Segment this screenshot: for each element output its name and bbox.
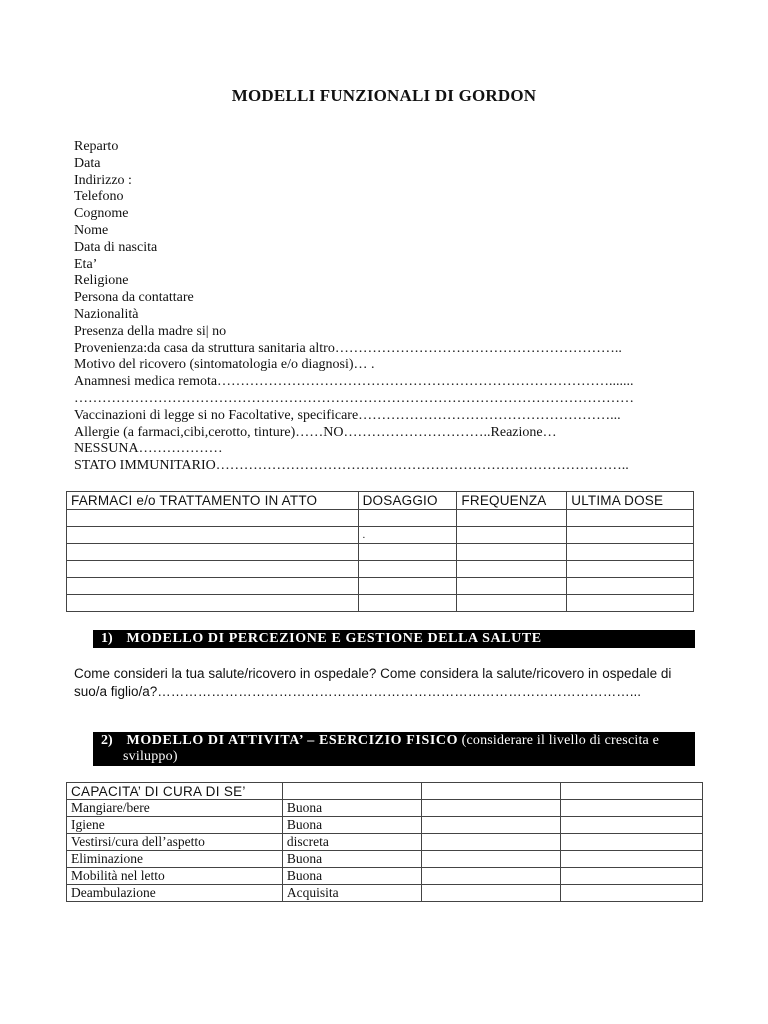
table-cell bbox=[358, 595, 457, 612]
medication-header-cell: FARMACI e/o TRATTAMENTO IN ATTO bbox=[67, 492, 359, 510]
page-title: MODELLI FUNZIONALI DI GORDON bbox=[231, 86, 537, 105]
section-1-heading: MODELLO DI PERCEZIONE E GESTIONE DELLA SALUTE bbox=[126, 631, 542, 646]
form-field-line: Religione bbox=[74, 273, 129, 289]
form-field-line: Vaccinazioni di legge si no Facoltative, specificare………………………………………………... bbox=[74, 407, 621, 423]
form-field-line: Allergie (a farmaci,cibi,cerotto, tinture)……NO…………………………..Reazione… bbox=[74, 424, 557, 440]
empty-cell bbox=[561, 868, 703, 885]
form-field-line: Data di nascita bbox=[74, 239, 158, 255]
care-activity-value: discreta bbox=[282, 834, 421, 851]
table-row bbox=[67, 544, 694, 561]
care-activity-value: Acquisita bbox=[282, 885, 421, 902]
empty-cell bbox=[561, 834, 703, 851]
table-cell bbox=[567, 561, 694, 578]
section-2-heading: MODELLO DI ATTIVITA’ – ESERCIZIO FISICO bbox=[126, 733, 459, 748]
table-cell bbox=[567, 578, 694, 595]
table-cell bbox=[567, 595, 694, 612]
form-field-line: Cognome bbox=[74, 206, 129, 222]
table-cell bbox=[358, 561, 457, 578]
form-field-line: Motivo del ricovero (sintomatologia e/o diagnosi)… . bbox=[74, 357, 375, 373]
table-cell bbox=[567, 527, 694, 544]
empty-cell bbox=[421, 817, 561, 834]
frequency-header-cell: FREQUENZA bbox=[457, 492, 567, 510]
patient-info-fields bbox=[74, 139, 714, 475]
medication-table-header bbox=[67, 492, 694, 510]
table-cell bbox=[457, 510, 567, 527]
table-cell bbox=[567, 510, 694, 527]
table-cell bbox=[567, 544, 694, 561]
table-cell bbox=[358, 510, 457, 527]
table-cell bbox=[457, 544, 567, 561]
empty-cell bbox=[561, 800, 703, 817]
empty-cell bbox=[561, 817, 703, 834]
table-row bbox=[67, 817, 703, 834]
table-row bbox=[67, 851, 703, 868]
empty-cell bbox=[421, 885, 561, 902]
table-row bbox=[67, 800, 703, 817]
care-activity-label: Eliminazione bbox=[67, 851, 283, 868]
care-activity-label: Deambulazione bbox=[67, 885, 283, 902]
care-activity-label: Mobilità nel letto bbox=[67, 868, 283, 885]
care-activity-value: Buona bbox=[282, 800, 421, 817]
section-1-question: Come consideri la tua salute/ricovero in ospedale? Come considera la salute/ricovero in ospedale di suo/a figlio/a?……………………………………………………………………………………………... bbox=[74, 666, 672, 699]
table-cell bbox=[67, 527, 359, 544]
form-field-line: Eta’ bbox=[74, 256, 98, 272]
care-activity-label: Igiene bbox=[67, 817, 283, 834]
section-2-number: 2) bbox=[101, 733, 113, 748]
form-field-line: Indirizzo : bbox=[74, 172, 132, 188]
section-1-heading-bar bbox=[93, 630, 695, 648]
self-care-header-cell: CAPACITA’ DI CURA DI SE’ bbox=[67, 783, 283, 800]
care-activity-label: Vestirsi/cura dell’aspetto bbox=[67, 834, 283, 851]
empty-cell bbox=[421, 868, 561, 885]
form-field-line: Persona da contattare bbox=[74, 290, 194, 306]
empty-cell bbox=[421, 800, 561, 817]
last-dose-header-cell: ULTIMA DOSE bbox=[567, 492, 694, 510]
medication-table bbox=[66, 491, 694, 612]
table-row bbox=[67, 885, 703, 902]
form-field-line: STATO IMMUNITARIO…………………………………………………………………………….. bbox=[74, 458, 629, 474]
form-field-line: Nazionalità bbox=[74, 306, 139, 322]
empty-header-cell bbox=[282, 783, 421, 800]
table-cell bbox=[67, 578, 359, 595]
table-cell bbox=[67, 510, 359, 527]
table-row bbox=[67, 510, 694, 527]
dosage-header-cell: DOSAGGIO bbox=[358, 492, 457, 510]
empty-cell bbox=[421, 851, 561, 868]
form-field-line: Presenza della madre si| no bbox=[74, 323, 227, 339]
empty-header-cell bbox=[421, 783, 561, 800]
table-cell bbox=[358, 578, 457, 595]
table-cell bbox=[457, 561, 567, 578]
empty-cell bbox=[421, 834, 561, 851]
table-row bbox=[67, 527, 694, 544]
table-cell bbox=[358, 544, 457, 561]
self-care-table-header bbox=[67, 783, 703, 800]
table-cell: . bbox=[358, 527, 457, 544]
form-field-line: NESSUNA……………… bbox=[74, 441, 223, 457]
form-field-line: Telefono bbox=[74, 189, 124, 205]
care-activity-label: Mangiare/bere bbox=[67, 800, 283, 817]
section-2-note-continued: sviluppo) bbox=[123, 749, 178, 764]
form-field-line: Data bbox=[74, 155, 101, 171]
section-2-note: (considerare il livello di crescita e bbox=[461, 733, 660, 748]
table-cell bbox=[67, 544, 359, 561]
empty-header-cell bbox=[561, 783, 703, 800]
form-field-line: Nome bbox=[74, 222, 109, 238]
table-row bbox=[67, 868, 703, 885]
form-field-line: ………………………………………………………………………………………………………… bbox=[74, 390, 634, 406]
empty-cell bbox=[561, 885, 703, 902]
section-2-heading-bar bbox=[93, 732, 695, 766]
table-cell bbox=[457, 527, 567, 544]
table-row bbox=[67, 834, 703, 851]
form-field-line: Provenienza:da casa da struttura sanitaria altro…………………………………………………….. bbox=[74, 340, 622, 356]
table-row bbox=[67, 561, 694, 578]
table-row bbox=[67, 578, 694, 595]
section-1-number: 1) bbox=[101, 631, 113, 646]
table-cell bbox=[457, 578, 567, 595]
form-field-line: Reparto bbox=[74, 139, 119, 154]
table-cell bbox=[67, 595, 359, 612]
table-cell bbox=[67, 561, 359, 578]
table-cell bbox=[457, 595, 567, 612]
form-field-line: Anamnesi medica remota…………………………………………………………………………....... bbox=[74, 374, 634, 390]
care-activity-value: Buona bbox=[282, 851, 421, 868]
empty-cell bbox=[561, 851, 703, 868]
table-row bbox=[67, 595, 694, 612]
care-activity-value: Buona bbox=[282, 817, 421, 834]
care-activity-value: Buona bbox=[282, 868, 421, 885]
self-care-table bbox=[66, 782, 703, 902]
